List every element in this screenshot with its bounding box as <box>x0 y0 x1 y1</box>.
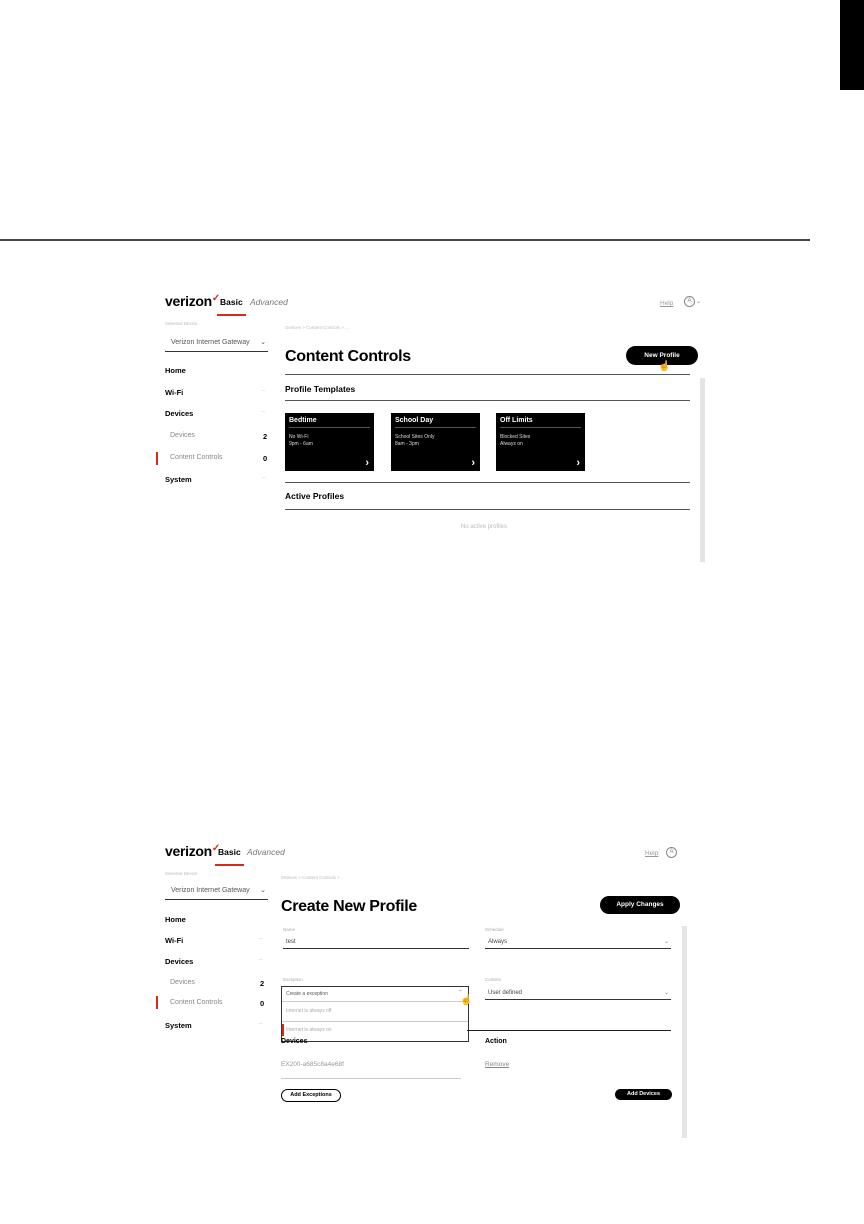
device-selector-value: Verizon Internet Gateway <box>171 339 250 346</box>
exception-field-label: Exception <box>283 977 303 982</box>
add-exceptions-button[interactable]: Add Exceptions <box>281 1089 341 1102</box>
sidebar-subitem-devices[interactable]: Devices <box>170 979 195 986</box>
device-selector-label: Selected Device <box>165 871 198 876</box>
user-circle-icon[interactable]: A <box>666 847 677 858</box>
card-divider <box>395 427 476 428</box>
exception-select-value[interactable]: Create a exception <box>286 991 328 997</box>
sidebar-item-home[interactable]: Home <box>165 366 186 375</box>
active-indicator <box>156 452 158 465</box>
device-selector[interactable] <box>165 886 268 900</box>
chevron-right-icon: › <box>365 457 369 469</box>
card-divider <box>289 427 370 428</box>
sidebar-subitem-content-controls[interactable]: Content Controls <box>170 999 223 1006</box>
name-input[interactable]: test <box>286 939 296 945</box>
content-controls-count: 0 <box>263 454 268 463</box>
template-detail: No Wi-Fi <box>289 434 309 440</box>
expand-icon[interactable]: – <box>259 936 263 942</box>
dropdown-divider <box>282 1021 468 1022</box>
expand-icon[interactable]: – <box>259 1021 263 1027</box>
tab-basic[interactable]: Basic <box>218 847 241 857</box>
content-controls-screenshot <box>156 288 716 562</box>
device-selector-label: Selected Device <box>165 321 198 326</box>
tab-basic[interactable]: Basic <box>220 297 243 307</box>
create-profile-screenshot <box>156 838 696 1138</box>
exception-dropdown[interactable] <box>281 986 469 1042</box>
chevron-right-icon: › <box>576 457 580 469</box>
content-controls-count: 0 <box>260 999 265 1008</box>
chevron-down-icon[interactable]: ⌄ <box>696 299 702 305</box>
template-name: Off Limits <box>500 417 533 424</box>
profile-templates-title: Profile Templates <box>285 384 356 394</box>
devices-column-header: Devices <box>281 1038 308 1045</box>
verizon-logo: verizon✓ <box>165 293 221 309</box>
sidebar-item-wifi[interactable]: Wi-Fi <box>165 388 184 397</box>
collapse-icon[interactable]: – <box>262 409 266 415</box>
expand-icon[interactable]: – <box>262 475 266 481</box>
device-selector[interactable] <box>165 338 268 352</box>
hand-cursor-icon: ☝ <box>658 361 671 372</box>
page-title: Content Controls <box>285 348 411 365</box>
template-name: School Day <box>395 417 434 424</box>
remove-device-link[interactable]: Remove <box>485 1061 510 1068</box>
dropdown-option[interactable]: Internet is always on <box>286 1027 332 1033</box>
template-card-off-limits[interactable] <box>496 413 585 471</box>
expand-icon[interactable]: – <box>262 388 266 394</box>
dropdown-divider <box>282 1001 468 1002</box>
content-field-label: Content <box>485 977 501 982</box>
sidebar-item-devices[interactable]: Devices <box>165 409 194 418</box>
schedule-select-underline <box>485 948 671 949</box>
verizon-logo: verizon✓ <box>165 843 221 859</box>
tab-advanced[interactable]: Advanced <box>247 847 285 857</box>
template-card-school-day[interactable] <box>391 413 480 471</box>
template-name: Bedtime <box>289 417 317 424</box>
sidebar-item-system[interactable]: System <box>165 1021 192 1030</box>
tab-advanced[interactable]: Advanced <box>250 297 288 307</box>
sidebar-item-wifi[interactable]: Wi-Fi <box>165 936 184 945</box>
sidebar-item-system[interactable]: System <box>165 475 192 484</box>
collapse-icon[interactable]: – <box>259 957 263 963</box>
section-divider <box>285 400 690 401</box>
page-title: Create New Profile <box>281 898 417 915</box>
breadcrumb[interactable]: Devices > Content Controls > ... <box>281 875 345 880</box>
sidebar-subitem-content-controls[interactable]: Content Controls <box>170 454 223 461</box>
card-divider <box>500 427 581 428</box>
action-column-header: Action <box>485 1038 507 1045</box>
template-detail: School Sites Only <box>395 434 435 440</box>
scrollbar[interactable] <box>682 926 687 1138</box>
template-detail: 9pm - 6am <box>289 441 313 447</box>
selected-option-indicator <box>282 1024 284 1036</box>
active-profiles-title: Active Profiles <box>285 491 345 501</box>
chevron-down-icon[interactable]: ⌄ <box>664 939 670 945</box>
new-profile-button[interactable]: New Profile <box>626 346 698 365</box>
sidebar-subitem-devices[interactable]: Devices <box>170 432 195 439</box>
chevron-down-icon[interactable]: ⌄ <box>664 990 670 996</box>
section-divider <box>285 482 690 483</box>
scrollbar[interactable] <box>700 378 705 562</box>
apply-changes-button[interactable]: Apply Changes <box>600 896 680 914</box>
device-name: EX200-a685c8a4e68f <box>281 1061 344 1068</box>
no-profiles-message: No active profiles <box>461 524 508 530</box>
row-divider <box>281 1078 461 1079</box>
chevron-right-icon: › <box>471 457 475 469</box>
breadcrumb[interactable]: Devices > Content Controls > ... <box>285 325 349 330</box>
name-input-underline <box>283 948 469 949</box>
help-link[interactable]: Help <box>660 300 674 307</box>
section-divider <box>285 509 690 510</box>
template-detail: Blocked Sites <box>500 434 531 440</box>
name-field-label: Name <box>283 927 296 932</box>
template-detail: Always on <box>500 441 523 447</box>
user-circle-icon[interactable]: A <box>684 296 695 307</box>
schedule-select[interactable]: Always <box>488 939 508 945</box>
sidebar-item-devices[interactable]: Devices <box>165 957 194 966</box>
add-devices-button[interactable]: Add Devices <box>615 1089 672 1100</box>
chevron-down-icon: ⌄ <box>260 887 266 894</box>
title-divider <box>285 374 690 375</box>
hand-cursor-icon: ☝ <box>460 995 473 1006</box>
page-divider <box>0 239 810 241</box>
chevron-down-icon: ⌄ <box>260 339 266 346</box>
devices-count: 2 <box>263 432 268 441</box>
sidebar-item-home[interactable]: Home <box>165 915 186 924</box>
table-divider <box>467 1030 671 1031</box>
dropdown-option[interactable]: Internet is always off <box>286 1008 332 1014</box>
page-edge-tab <box>840 0 864 90</box>
devices-count: 2 <box>260 979 265 988</box>
content-select[interactable]: User defined <box>488 990 523 996</box>
device-selector-value: Verizon Internet Gateway <box>171 887 250 894</box>
schedule-field-label: Schedule <box>485 927 504 932</box>
help-link[interactable]: Help <box>645 850 659 857</box>
chevron-up-icon[interactable]: ⌃ <box>458 990 464 996</box>
template-detail: 8am - 3pm <box>395 441 419 447</box>
active-indicator <box>156 996 158 1009</box>
content-select-underline <box>485 999 671 1000</box>
template-card-bedtime[interactable] <box>285 413 374 471</box>
